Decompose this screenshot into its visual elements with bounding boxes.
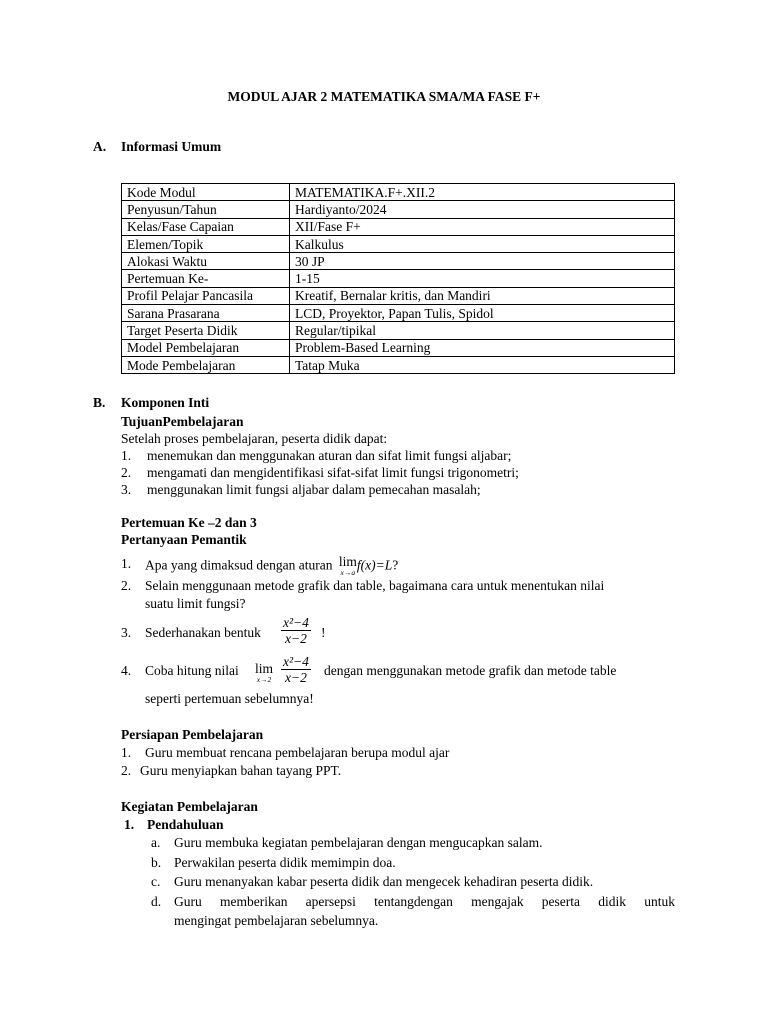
table-key: Elemen/Topik <box>122 235 290 252</box>
kegiatan-item: Guru membuka kegiatan pembelajaran dengan mengucapkan salam. <box>174 835 543 850</box>
table-row <box>122 201 675 218</box>
question-end: ? <box>392 557 399 573</box>
fraction-numerator: x²−4 <box>283 654 309 669</box>
table-value: Hardiyanto/2024 <box>290 201 675 218</box>
table-row <box>122 322 675 339</box>
kegiatan-item: Guru memberikan apersepsi tentangdengan mengajak peserta didik untuk <box>174 894 675 909</box>
question-4-line2: seperti pertemuan sebelumnya! <box>145 691 314 706</box>
table-row <box>122 218 675 235</box>
function-expression: f(x)=L <box>356 557 393 573</box>
persiapan-item: Guru menyiapkan bahan tayang PPT. <box>140 763 342 778</box>
fraction-denominator: x−2 <box>285 631 307 646</box>
table-key: Alokasi Waktu <box>122 253 290 270</box>
table-key: Mode Pembelajaran <box>122 356 290 373</box>
persiapan-item: Guru membuat rencana pembelajaran berupa modul ajar <box>145 745 450 760</box>
persiapan-item-number: 2. <box>121 763 132 778</box>
table-key: Target Peserta Didik <box>122 322 290 339</box>
fraction <box>281 654 311 686</box>
question-number: 2. <box>121 578 132 593</box>
tujuan-item: menggunakan limit fungsi aljabar dalam pemecahan masalah; <box>147 482 481 497</box>
kegiatan-item-letter: d. <box>151 894 162 909</box>
question-3-text: Sederhanakan bentuk <box>145 625 261 640</box>
question-number: 4. <box>121 663 132 678</box>
tujuan-item-number: 1. <box>121 448 132 463</box>
tujuan-item: mengamati dan mengidentifikasi sifat-sifat limit fungsi trigonometri; <box>147 465 519 480</box>
limit-expression <box>339 556 357 577</box>
question-end: ! <box>321 625 326 640</box>
kegiatan-sub-heading: Pendahuluan <box>147 817 224 832</box>
tujuan-heading: TujuanPembelajaran <box>121 414 244 429</box>
table-value: Regular/tipikal <box>290 322 675 339</box>
limit-operator: lim <box>338 554 357 569</box>
persiapan-heading: Persiapan Pembelajaran <box>121 727 264 742</box>
table-value: MATEMATIKA.F+.XII.2 <box>290 184 675 201</box>
kegiatan-sub-number: 1. <box>124 817 135 832</box>
table-key: Pertemuan Ke- <box>122 270 290 287</box>
table-key: Profil Pelajar Pancasila <box>122 287 290 304</box>
kegiatan-item-letter: b. <box>151 855 162 870</box>
question-1 <box>145 556 398 577</box>
question-2-line2: suatu limit fungsi? <box>145 596 246 611</box>
table-key: Penyusun/Tahun <box>122 201 290 218</box>
section-a-heading: Informasi Umum <box>121 139 222 154</box>
table-row <box>122 305 675 322</box>
table-key: Kelas/Fase Capaian <box>122 218 290 235</box>
tujuan-intro: Setelah proses pembelajaran, peserta didik dapat: <box>121 431 388 446</box>
limit-expression <box>255 663 273 684</box>
section-b-heading: Komponen Inti <box>121 395 210 410</box>
tujuan-item-number: 2. <box>121 465 132 480</box>
section-b-letter: B. <box>93 395 106 410</box>
question-number: 1. <box>121 556 132 571</box>
table-value: 30 JP <box>290 253 675 270</box>
fraction-numerator: x²−4 <box>283 615 309 630</box>
table-value: LCD, Proyektor, Papan Tulis, Spidol <box>290 305 675 322</box>
table-row <box>122 339 675 356</box>
table-value: Kalkulus <box>290 235 675 252</box>
document-title: MODUL AJAR 2 MATEMATIKA SMA/MA FASE F+ <box>227 89 541 104</box>
kegiatan-heading: Kegiatan Pembelajaran <box>121 799 258 814</box>
table-value: Problem-Based Learning <box>290 339 675 356</box>
tujuan-item-number: 3. <box>121 482 132 497</box>
question-text: Apa yang dimaksud dengan aturan <box>145 557 333 573</box>
kegiatan-item-letter: a. <box>151 835 161 850</box>
kegiatan-item: Guru menanyakan kabar peserta didik dan mengecek kehadiran peserta didik. <box>174 874 594 889</box>
limit-operator: lim <box>255 661 274 676</box>
table-row <box>122 287 675 304</box>
fraction-denominator: x−2 <box>285 670 307 685</box>
table-key: Model Pembelajaran <box>122 339 290 356</box>
kegiatan-item: Perwakilan peserta didik memimpin doa. <box>174 855 396 870</box>
pemantik-heading: Pertanyaan Pemantik <box>121 532 247 547</box>
info-table <box>121 183 675 374</box>
table-key: Kode Modul <box>122 184 290 201</box>
section-a-letter: A. <box>93 139 107 154</box>
question-number: 3. <box>121 625 132 640</box>
fraction <box>281 615 311 647</box>
tujuan-item: menemukan dan menggunakan aturan dan sifat limit fungsi aljabar; <box>147 448 512 463</box>
table-row <box>122 356 675 373</box>
table-value: 1-15 <box>290 270 675 287</box>
table-row <box>122 184 675 201</box>
limit-subscript: x→a <box>340 568 356 577</box>
question-4-after: dengan menggunakan metode grafik dan metode table <box>324 663 617 678</box>
persiapan-item-number: 1. <box>121 745 132 760</box>
table-key: Sarana Prasarana <box>122 305 290 322</box>
question-4-text: Coba hitung nilai <box>145 663 239 678</box>
pertemuan-heading: Pertemuan Ke –2 dan 3 <box>121 515 257 530</box>
table-row <box>122 253 675 270</box>
fraction-expression <box>281 615 311 647</box>
table-value: Kreatif, Bernalar kritis, dan Mandiri <box>290 287 675 304</box>
table-row <box>122 235 675 252</box>
fraction-expression <box>281 654 311 686</box>
question-2-line1: Selain menggunaan metode grafik dan table, bagaimana cara untuk menentukan nilai <box>145 578 605 593</box>
table-value: XII/Fase F+ <box>290 218 675 235</box>
table-value: Tatap Muka <box>290 356 675 373</box>
kegiatan-item-continuation: mengingat pembelajaran sebelumnya. <box>174 913 379 928</box>
table-row <box>122 270 675 287</box>
kegiatan-item-letter: c. <box>151 874 161 889</box>
limit-subscript: x→2 <box>256 675 272 684</box>
